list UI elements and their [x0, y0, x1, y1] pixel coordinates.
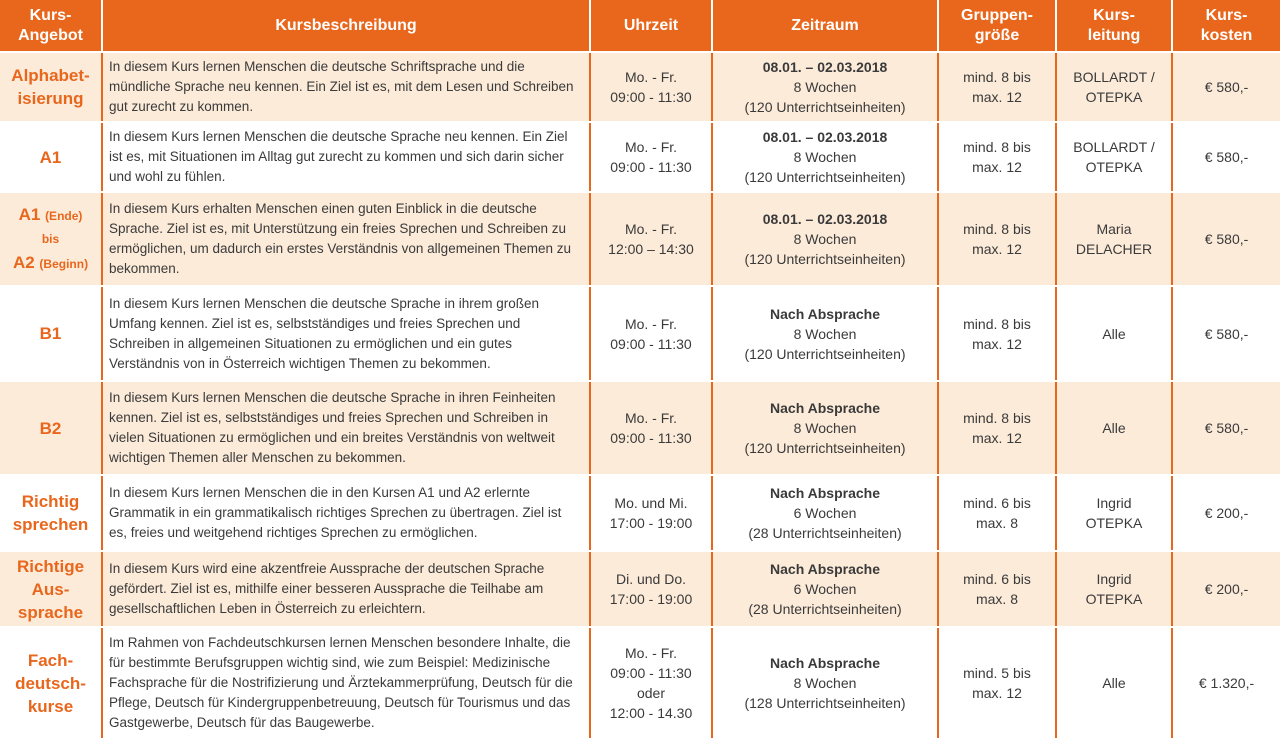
course-group-size: mind. 6 bis max. 8	[938, 551, 1056, 627]
course-group-size: mind. 8 bis max. 12	[938, 192, 1056, 286]
table-row	[0, 286, 1280, 381]
course-lead: Alle	[1056, 286, 1172, 381]
header-course: Kurs- Angebot	[0, 0, 102, 52]
table-row	[0, 52, 1280, 122]
course-description: In diesem Kurs lernen Menschen die deutsche Sprache in ihren Feinheiten kennen. Ziel ist es, selbstständiges und freies Sprechen und Schreiben in vielen Situationen zu ermöglichen und ein breites Verständnis von weltweit wichtigen Themen aller Menschen zu bekommen.	[102, 381, 590, 475]
course-group-size: mind. 8 bis max. 12	[938, 52, 1056, 122]
course-cost: € 200,-	[1172, 475, 1280, 551]
course-lead: BOLLARDT / OTEPKA	[1056, 122, 1172, 192]
course-cost: € 580,-	[1172, 52, 1280, 122]
course-time: Mo. - Fr. 09:00 - 11:30	[590, 286, 712, 381]
course-time: Mo. - Fr. 09:00 - 11:30 oder 12:00 - 14.30	[590, 627, 712, 739]
header-period: Zeitraum	[712, 0, 938, 52]
course-description: In diesem Kurs lernen Menschen die in den Kursen A1 und A2 erlernte Grammatik in ein grammatikalisch richtiges Sprechen zu übertragen. Ziel ist es, freies und weitgehend richtiges Sprechen zu ermöglichen.	[102, 475, 590, 551]
course-time: Mo. und Mi. 17:00 - 19:00	[590, 475, 712, 551]
course-time: Mo. - Fr. 09:00 - 11:30	[590, 381, 712, 475]
course-time: Mo. - Fr. 09:00 - 11:30	[590, 122, 712, 192]
header-group: Gruppen- größe	[938, 0, 1056, 52]
course-name: A1	[0, 122, 102, 192]
course-name: Richtig sprechen	[0, 475, 102, 551]
header-time: Uhrzeit	[590, 0, 712, 52]
course-name: Richtige Aus- sprache	[0, 551, 102, 627]
course-period: Nach Absprache 8 Wochen (120 Unterrichtseinheiten)	[712, 381, 938, 475]
course-period: Nach Absprache 6 Wochen (28 Unterrichtseinheiten)	[712, 551, 938, 627]
course-cost: € 580,-	[1172, 381, 1280, 475]
course-lead: Ingrid OTEPKA	[1056, 551, 1172, 627]
course-period: 08.01. – 02.03.2018 8 Wochen (120 Unterrichtseinheiten)	[712, 52, 938, 122]
course-time: Mo. - Fr. 12:00 – 14:30	[590, 192, 712, 286]
course-description: In diesem Kurs lernen Menschen die deutsche Sprache in ihrem großen Umfang kennen. Ziel ist es, selbstständiges und freies Sprechen und Schreiben in allgemeinen Situationen zu ermöglichen und ein gutes Verständnis von in Österreich wichtigen Themen zu bekommen.	[102, 286, 590, 381]
course-group-size: mind. 8 bis max. 12	[938, 381, 1056, 475]
header-lead: Kurs- leitung	[1056, 0, 1172, 52]
header-description: Kursbeschreibung	[102, 0, 590, 52]
course-name: B1	[0, 286, 102, 381]
course-period: 08.01. – 02.03.2018 8 Wochen (120 Unterrichtseinheiten)	[712, 192, 938, 286]
course-cost: € 200,-	[1172, 551, 1280, 627]
table-row	[0, 122, 1280, 192]
table-row	[0, 192, 1280, 286]
course-description: In diesem Kurs wird eine akzentfreie Aussprache der deutschen Sprache gefördert. Ziel ist es, mithilfe einer besseren Aussprache die Teilhabe am gesellschaftlichen Leben in Österreich zu erleichtern.	[102, 551, 590, 627]
table-row	[0, 627, 1280, 739]
course-cost: € 580,-	[1172, 286, 1280, 381]
course-lead: Alle	[1056, 381, 1172, 475]
course-cost: € 580,-	[1172, 122, 1280, 192]
table-row	[0, 551, 1280, 627]
course-name: A1 (Ende) bis A2 (Beginn)	[0, 192, 102, 286]
course-time: Di. und Do. 17:00 - 19:00	[590, 551, 712, 627]
course-period: 08.01. – 02.03.2018 8 Wochen (120 Unterrichtseinheiten)	[712, 122, 938, 192]
course-description: Im Rahmen von Fachdeutschkursen lernen Menschen besondere Inhalte, die für bestimmte Berufsgruppen wichtig sind, wie zum Beispiel: Medizinische Fachsprache für die Nostrifizierung und Ärztekammerprüfung, Deutsch für die Pflege, Deutsch für Kindergruppenbetreuung, Deutsch für Tourismus und das Gastgewerbe, Deutsch für das Baugewerbe.	[102, 627, 590, 739]
course-name: Fach- deutsch- kurse	[0, 627, 102, 739]
course-group-size: mind. 8 bis max. 12	[938, 122, 1056, 192]
table-row	[0, 381, 1280, 475]
course-lead: Ingrid OTEPKA	[1056, 475, 1172, 551]
course-name: B2	[0, 381, 102, 475]
course-period: Nach Absprache 8 Wochen (128 Unterrichtseinheiten)	[712, 627, 938, 739]
table-row	[0, 475, 1280, 551]
course-description: In diesem Kurs lernen Menschen die deutsche Schriftsprache und die mündliche Sprache neu kennen. Ein Ziel ist es, mit dem Lesen und Schreiben gut zurecht zu kommen.	[102, 52, 590, 122]
course-period: Nach Absprache 8 Wochen (120 Unterrichtseinheiten)	[712, 286, 938, 381]
course-cost: € 1.320,-	[1172, 627, 1280, 739]
course-lead: Maria DELACHER	[1056, 192, 1172, 286]
course-description: In diesem Kurs lernen Menschen die deutsche Sprache neu kennen. Ein Ziel ist es, mit Situationen im Alltag gut zurecht zu kommen und sich darin sicher und wohl zu fühlen.	[102, 122, 590, 192]
course-cost: € 580,-	[1172, 192, 1280, 286]
table-header	[0, 0, 1280, 52]
header-cost: Kurs- kosten	[1172, 0, 1280, 52]
course-period: Nach Absprache 6 Wochen (28 Unterrichtseinheiten)	[712, 475, 938, 551]
course-group-size: mind. 8 bis max. 12	[938, 286, 1056, 381]
course-group-size: mind. 6 bis max. 8	[938, 475, 1056, 551]
course-time: Mo. - Fr. 09:00 - 11:30	[590, 52, 712, 122]
course-lead: BOLLARDT / OTEPKA	[1056, 52, 1172, 122]
course-name: Alphabet- isierung	[0, 52, 102, 122]
course-lead: Alle	[1056, 627, 1172, 739]
course-description: In diesem Kurs erhalten Menschen einen guten Einblick in die deutsche Sprache. Ziel ist es, mit Unterstützung ein freies Sprechen und Schreiben zu ermöglichen, um dadurch ein erstes Verständnis von allgemeinen Themen zu bekommen.	[102, 192, 590, 286]
course-group-size: mind. 5 bis max. 12	[938, 627, 1056, 739]
